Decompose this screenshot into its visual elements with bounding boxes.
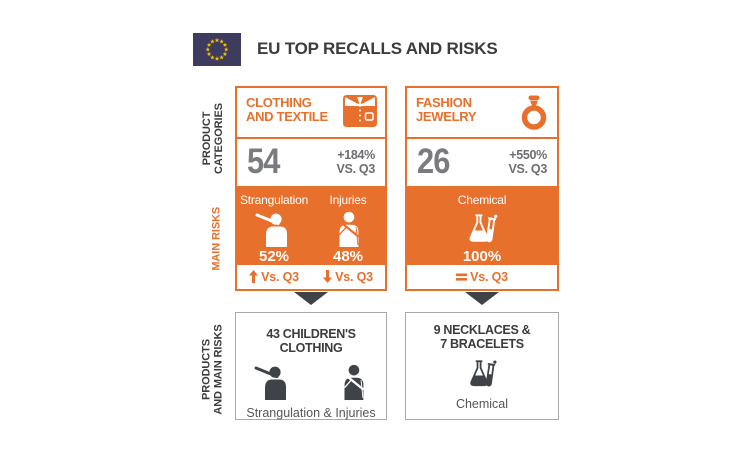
- page-title: EU TOP RECALLS AND RISKS: [257, 39, 498, 58]
- change-reference: VS. Q3: [508, 162, 547, 177]
- down-arrow-icon: [323, 270, 332, 283]
- products-icons: [236, 360, 386, 400]
- risk-chemical: [407, 186, 557, 265]
- trend-strip: [407, 265, 557, 289]
- recall-count-row: [237, 139, 385, 186]
- category-card-clothing-textile: [235, 86, 387, 291]
- products-caption: Strangulation & Injuries: [246, 406, 376, 420]
- up-arrow-icon: [249, 270, 258, 283]
- recall-change: [337, 148, 376, 176]
- products-title: [406, 323, 558, 351]
- risk-label: Injuries: [329, 192, 367, 207]
- side-label-line: PRODUCTS: [200, 339, 213, 400]
- risk-percent: 100%: [462, 247, 502, 265]
- main-risks-panel: [237, 186, 385, 265]
- card-header: [407, 88, 557, 139]
- recall-count: 26: [417, 142, 450, 182]
- risk-percent: 52%: [258, 247, 290, 265]
- category-title-line: CLOTHING: [246, 95, 312, 110]
- risk-label: Chemical: [457, 192, 507, 207]
- category-title-line: AND TEXTILE: [246, 109, 328, 124]
- strangulation-icon: [254, 364, 292, 400]
- products-title-line: 7 BRACELETS: [440, 337, 524, 351]
- main-risks-panel: [407, 186, 557, 265]
- equals-icon: [456, 272, 467, 282]
- ring-icon: [519, 95, 549, 131]
- strangulation-icon: [255, 211, 293, 247]
- trend-chemical: [407, 270, 557, 284]
- category-title-line: JEWELRY: [416, 109, 477, 124]
- eu-flag-icon: [193, 33, 241, 66]
- risk-percent: 48%: [332, 247, 364, 265]
- products-title: 43 CHILDREN'S CLOTHING: [266, 327, 356, 355]
- trend-injuries: [311, 270, 385, 284]
- risk-injuries: [311, 186, 385, 265]
- recall-change: [509, 148, 548, 176]
- side-label-products-main-risks: [202, 314, 225, 426]
- trend-label: Vs. Q3: [335, 269, 373, 284]
- trend-strip: [237, 265, 385, 289]
- chemical-flask-icon: [465, 213, 499, 247]
- side-label-line: CATEGORIES: [212, 103, 225, 174]
- category-card-fashion-jewelry: [405, 86, 559, 291]
- chemical-flask-icon: [466, 359, 498, 391]
- recall-count: 54: [247, 142, 280, 182]
- trend-label: Vs. Q3: [470, 269, 508, 284]
- side-label-line: PRODUCT: [201, 111, 213, 166]
- products-title-line: 9 NECKLACES &: [433, 323, 531, 337]
- trend-strangulation: [237, 270, 311, 284]
- side-label-product-categories: [202, 86, 225, 191]
- products-icons: [406, 353, 558, 391]
- change-percent: +550%: [509, 148, 547, 163]
- change-reference: VS. Q3: [336, 162, 375, 177]
- injury-sling-icon: [338, 364, 368, 400]
- side-label-main-risks: MAIN RISKS: [210, 206, 223, 271]
- injury-sling-icon: [333, 211, 363, 247]
- products-card-jewelry: [405, 312, 559, 420]
- category-title-line: FASHION: [416, 95, 472, 110]
- products-caption: Chemical: [455, 397, 509, 411]
- side-label-line: AND MAIN RISKS: [212, 324, 224, 415]
- risk-label: Strangulation: [239, 192, 309, 207]
- down-triangle-icon: [465, 292, 499, 305]
- down-triangle-icon: [294, 292, 328, 305]
- change-percent: +184%: [337, 148, 375, 163]
- card-header: [237, 88, 385, 139]
- trend-label: Vs. Q3: [261, 269, 299, 284]
- shirt-icon: [343, 95, 377, 127]
- recall-count-row: [407, 139, 557, 186]
- products-card-clothing: [235, 312, 387, 420]
- risk-strangulation: [237, 186, 311, 265]
